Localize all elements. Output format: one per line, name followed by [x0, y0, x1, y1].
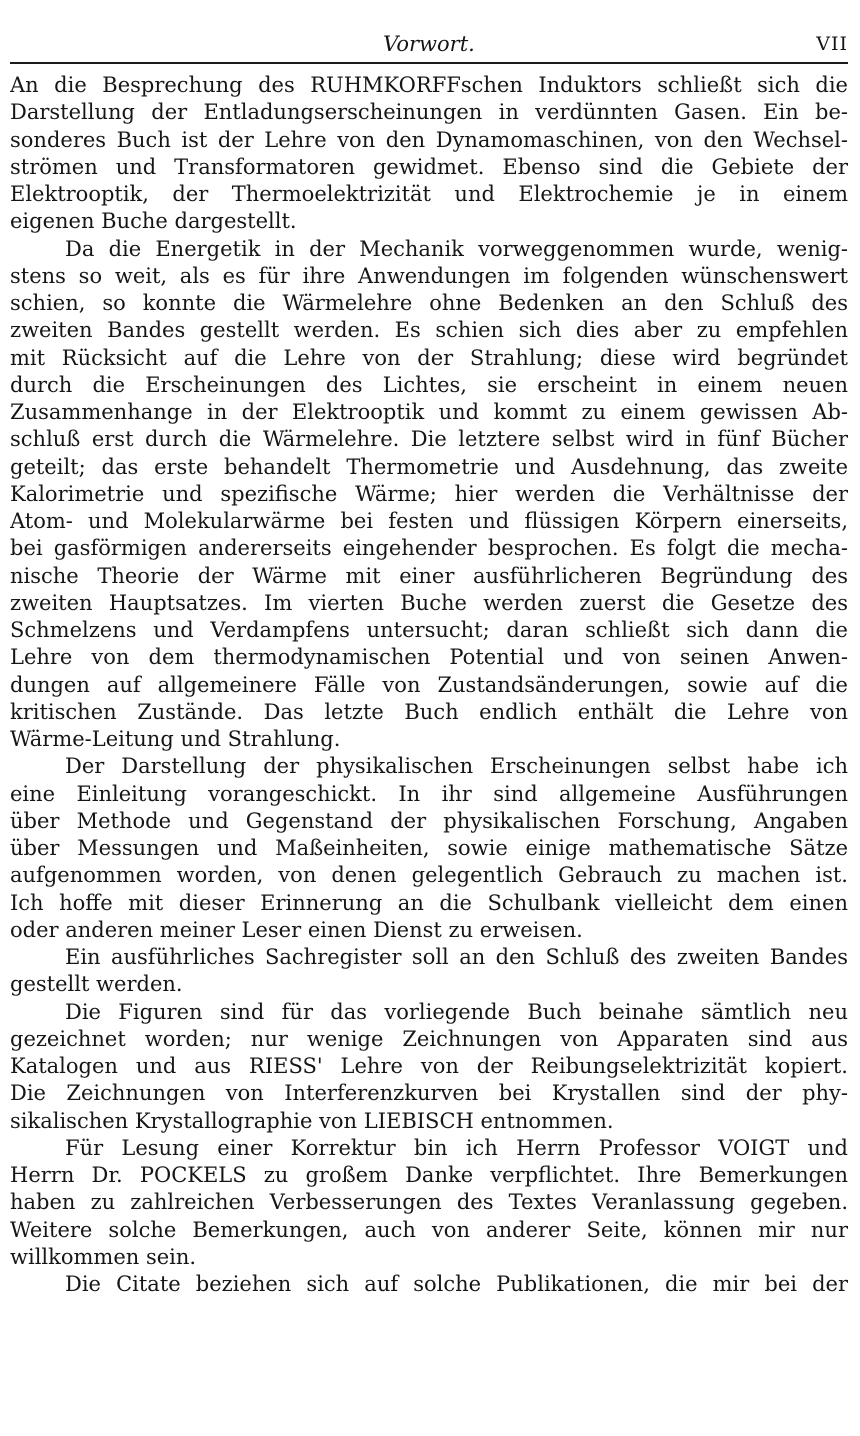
text-line: geteilt; das erste behandelt Thermometrie und Ausdehnung, das zweite — [10, 454, 848, 479]
text-line: Katalogen und aus RIESS' Lehre von der Reibungselektrizität kopiert. — [10, 1054, 848, 1078]
running-title: Vorwort. — [383, 32, 475, 56]
text-line: Kalorimetrie und spezifische Wärme; hier werden die Verhältnisse der — [10, 481, 848, 506]
paragraph — [10, 1271, 848, 1298]
text-line: Für Lesung einer Korrektur bin ich Herrn Professor VOIGT und — [65, 1135, 848, 1160]
text-line: Wärme-Leitung und Strahlung. — [10, 727, 341, 751]
paragraph — [10, 944, 848, 999]
paragraph — [10, 999, 848, 1135]
text-line: stens so weit, als es für ihre Anwendungen im folgenden wünschenswert — [10, 263, 848, 288]
text-line: Zusammenhange in der Elektrooptik und kommt zu einem gewissen Ab- — [10, 400, 848, 424]
text-line: Der Darstellung der physikalischen Erscheinungen selbst habe ich — [65, 754, 848, 779]
paragraph — [10, 72, 848, 236]
text-line: kritischen Zustände. Das letzte Buch endlich enthält die Lehre von — [10, 699, 848, 724]
text-line: Weitere solche Bemerkungen, auch von anderer Seite, können mir nur — [10, 1217, 848, 1242]
text-line: über Methode und Gegenstand der physikalischen Forschung, Angaben — [10, 808, 848, 833]
text-line: sonderes Buch ist der Lehre von den Dynamomaschinen, von den Wechsel- — [10, 127, 848, 152]
text-line: gestellt werden. — [10, 972, 183, 997]
text-line: Ich hoffe mit dieser Erinnerung an die Schulbank vielleicht dem einen — [10, 890, 848, 915]
text-line: nische Theorie der Wärme mit einer ausführlicheren Begründung des — [10, 563, 848, 588]
text-line: haben zu zahlreichen Verbesserungen des Textes Veranlassung gegeben. — [10, 1190, 848, 1215]
text-line: dungen auf allgemeinere Fälle von Zustandsänderungen, sowie auf die — [10, 672, 848, 697]
body-text — [10, 72, 848, 1298]
text-line: Die Citate beziehen sich auf solche Publikationen, die mir bei der — [65, 1272, 848, 1296]
text-line: schluß erst durch die Wärmelehre. Die letztere selbst wird in fünf Bücher — [10, 427, 848, 452]
text-line: Lehre von dem thermodynamischen Potential und von seinen Anwen- — [10, 645, 848, 670]
text-line: eine Einleitung vorangeschickt. In ihr sind allgemeine Ausführungen — [10, 781, 848, 806]
text-line: Schmelzens und Verdampfens untersucht; daran schließt sich dann die — [10, 618, 848, 642]
text-line: willkommen sein. — [10, 1244, 197, 1269]
text-line: An die Besprechung des RUHMKORFFschen Induktors schließt sich die — [10, 73, 848, 97]
text-line: Da die Energetik in der Mechanik vorweggenommen wurde, wenig- — [65, 236, 848, 261]
page-number: VII — [816, 33, 848, 55]
text-line: strömen und Transformatoren gewidmet. Ebenso sind die Gebiete der — [10, 154, 848, 179]
text-line: Elektrooptik, der Thermoelektrizität und Elektrochemie je in einem — [10, 182, 848, 206]
text-line: oder anderen meiner Leser einen Dienst zu erweisen. — [10, 917, 583, 942]
text-line: mit Rücksicht auf die Lehre von der Strahlung; diese wird begründet — [10, 345, 848, 370]
text-line: Ein ausführliches Sachregister soll an den Schluß des zweiten Bandes — [65, 945, 848, 969]
paragraph — [10, 753, 848, 944]
text-line: Darstellung der Entladungserscheinungen in verdünnten Gasen. Ein be- — [10, 100, 848, 125]
text-line: zweiten Hauptsatzes. Im vierten Buche werden zuerst die Gesetze des — [10, 590, 848, 615]
paragraph — [10, 1135, 848, 1271]
text-line: aufgenommen worden, von denen gelegentlich Gebrauch zu machen ist. — [10, 863, 848, 888]
text-line: über Messungen und Maßeinheiten, sowie einige mathematische Sätze — [10, 836, 848, 860]
text-line: Herrn Dr. POCKELS zu großem Danke verpflichtet. Ihre Bemerkungen — [10, 1163, 848, 1187]
text-line: bei gasförmigen andererseits eingehender besprochen. Es folgt die mecha- — [10, 536, 848, 561]
text-line: Die Zeichnungen von Interferenzkurven bei Krystallen sind der phy- — [10, 1081, 848, 1106]
page-header — [10, 26, 848, 64]
paragraph — [10, 236, 848, 754]
text-line: Die Figuren sind für das vorliegende Buch beinahe sämtlich neu — [65, 999, 848, 1024]
text-line: durch die Erscheinungen des Lichtes, sie erscheint in einem neuen — [10, 372, 848, 397]
text-line: Atom- und Molekularwärme bei festen und flüssigen Körpern einerseits, — [10, 509, 848, 533]
text-line: gezeichnet worden; nur wenige Zeichnungen von Apparaten sind aus — [10, 1026, 848, 1051]
text-line: eigenen Buche dargestellt. — [10, 209, 297, 234]
text-line: zweiten Bandes gestellt werden. Es schien sich dies aber zu empfehlen — [10, 318, 848, 343]
text-line: schien, so konnte die Wärmelehre ohne Bedenken an den Schluß des — [10, 291, 848, 315]
text-line: sikalischen Krystallographie von LIEBISCH entnommen. — [10, 1108, 614, 1133]
